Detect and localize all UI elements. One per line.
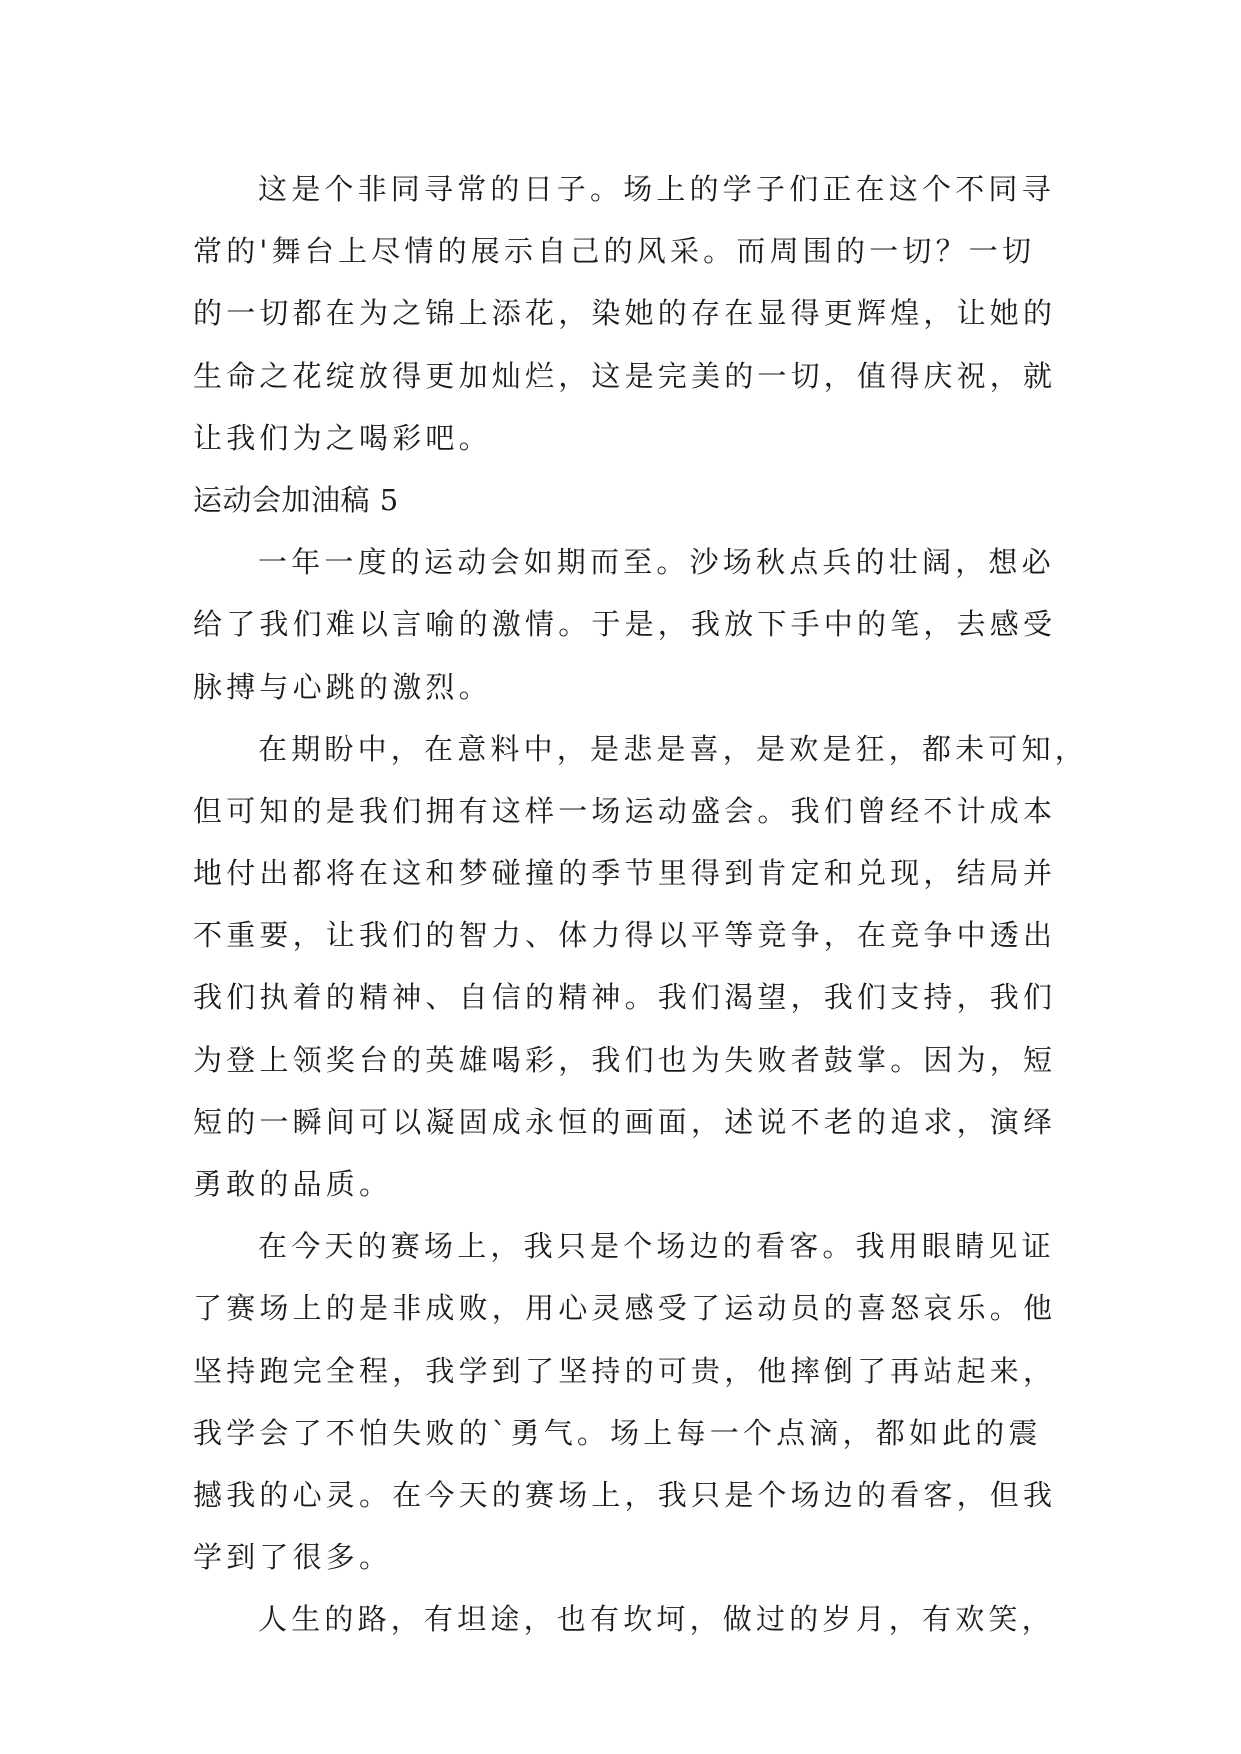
paragraph-line: 短的一瞬间可以凝固成永恒的画面，述说不老的追求，演绎 [193, 1104, 1057, 1139]
paragraph-line: 不重要，让我们的智力、体力得以平等竞争，在竞争中透出 [193, 918, 1057, 953]
paragraph-3 [193, 718, 1089, 1216]
paragraph-line: 脉搏与心跳的激烈。 [193, 669, 492, 704]
paragraph-line: 坚持跑完全程，我学到了坚持的可贵，他摔倒了再站起来， [193, 1353, 1057, 1388]
paragraph-1 [193, 158, 1073, 469]
paragraph-line: 撼我的心灵。在今天的赛场上，我只是个场边的看客，但我 [193, 1477, 1057, 1512]
paragraph-line: 常的'舞台上尽情的展示自己的风采。而周围的一切？一切 [193, 234, 1036, 269]
paragraph-line: 的一切都在为之锦上添花，染她的存在显得更辉煌，让她的 [193, 296, 1057, 331]
paragraph-4 [193, 1215, 1073, 1588]
paragraph-line: 在今天的赛场上，我只是个场边的看客。我用眼睛见证 [258, 1229, 1055, 1264]
paragraph-5 [193, 1588, 1073, 1650]
paragraph-line: 为登上领奖台的英雄喝彩，我们也为失败者鼓掌。因为，短 [193, 1042, 1057, 1077]
paragraph-line: 一年一度的运动会如期而至。沙场秋点兵的壮阔，想必 [258, 545, 1055, 580]
paragraph-line: 我学会了不怕失败的`勇气。场上每一个点滴，都如此的震 [193, 1415, 1042, 1450]
paragraph-line: 学到了很多。 [193, 1540, 393, 1575]
section-heading: 运动会加油稿 5 [193, 482, 399, 517]
paragraph-line: 这是个非同寻常的日子。场上的学子们正在这个不同寻 [258, 172, 1055, 206]
paragraph-line: 让我们为之喝彩吧。 [193, 420, 492, 455]
paragraph-2 [193, 531, 1073, 718]
paragraph-line: 但可知的是我们拥有这样一场运动盛会。我们曾经不计成本 [193, 793, 1057, 828]
paragraph-line: 我们执着的精神、自信的精神。我们渴望，我们支持，我们 [193, 980, 1057, 1015]
paragraph-line: 了赛场上的是非成败，用心灵感受了运动员的喜怒哀乐。他 [193, 1291, 1057, 1326]
paragraph-line: 在期盼中，在意料中，是悲是喜，是欢是狂，都未可知， [258, 731, 1089, 766]
paragraph-line: 生命之花绽放得更加灿烂，这是完美的一切，值得庆祝，就 [193, 358, 1057, 393]
paragraph-line: 人生的路，有坦途，也有坎坷，做过的岁月，有欢笑， [258, 1602, 1055, 1637]
paragraph-line: 给了我们难以言喻的激情。于是，我放下手中的笔，去感受 [193, 607, 1057, 642]
paragraph-line: 勇敢的品质。 [193, 1167, 393, 1201]
document-body [193, 158, 1089, 1651]
paragraph-line: 地付出都将在这和梦碰撞的季节里得到肯定和兑现，结局并 [193, 856, 1057, 891]
